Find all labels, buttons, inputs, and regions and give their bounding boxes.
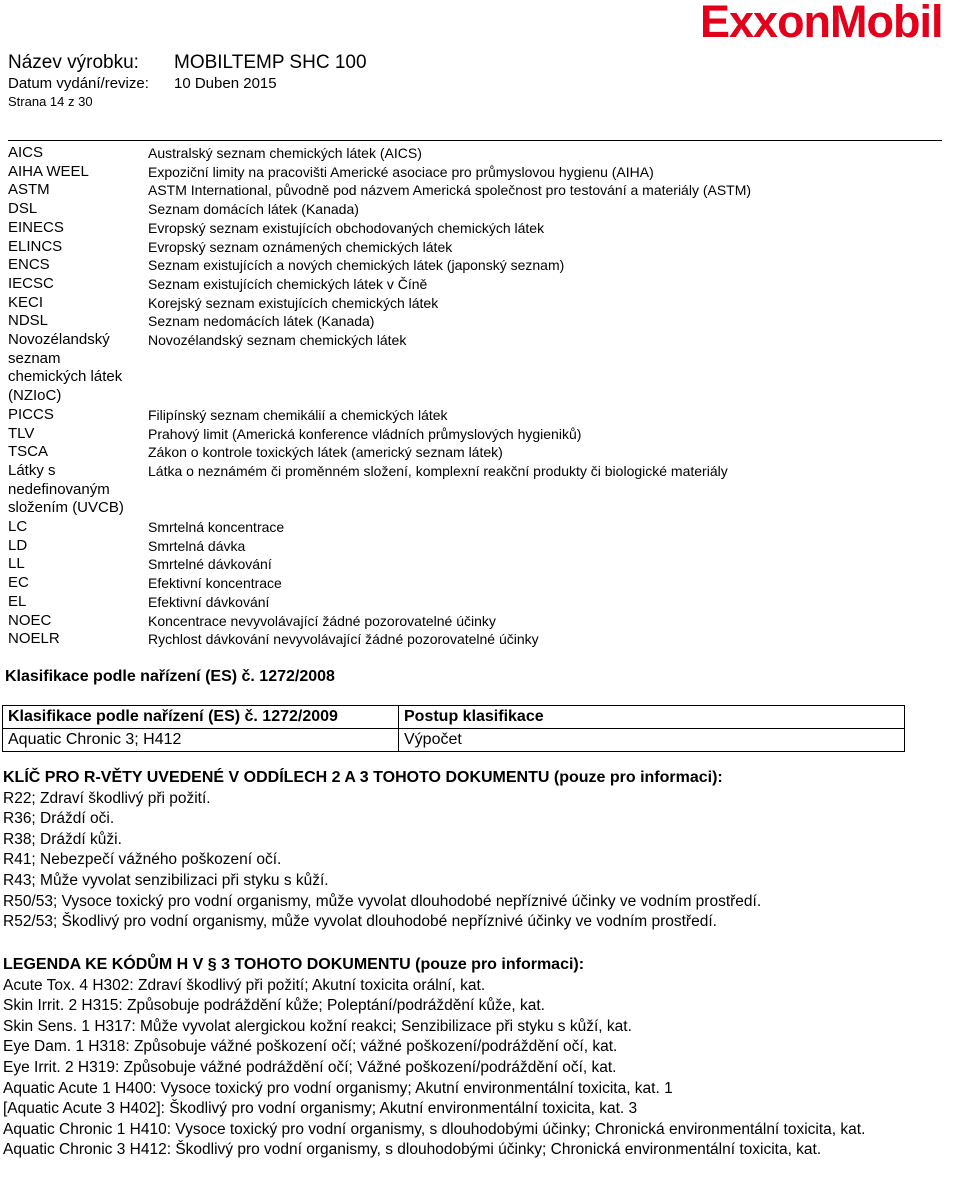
abbreviation-description <box>148 481 948 500</box>
revision-date-line <box>8 75 277 92</box>
h-code-item: Acute Tox. 4 H302: Zdraví škodlivý při požití; Akutní toxicita orální, kat. <box>3 976 486 994</box>
abbreviation-term: Látky s <box>8 461 56 479</box>
abbreviation-term: EC <box>8 574 29 592</box>
abbreviation-description: Smrtelná dávka <box>148 537 246 554</box>
list-item <box>8 368 948 387</box>
abbreviation-description: Evropský seznam existujících obchodovaných chemických látek <box>148 219 545 236</box>
r-phrase-item: R38; Dráždí kůži. <box>3 830 122 848</box>
abbreviation-description: Filipínský seznam chemikálií a chemických látek <box>148 406 448 423</box>
abbreviation-term: NDSL <box>8 312 49 330</box>
table-header-classification: Klasifikace podle nařízení (ES) č. 1272/2009 <box>3 706 399 729</box>
list-item <box>8 537 948 556</box>
abbreviation-term: TLV <box>8 424 35 442</box>
list-item <box>8 406 948 425</box>
page-number: Strana 14 z 30 <box>8 94 93 109</box>
abbreviation-term: PICCS <box>8 405 54 423</box>
abbreviation-term: LC <box>8 518 28 536</box>
abbreviation-term: Novozélandský <box>8 331 110 349</box>
table-cell-classification: Aquatic Chronic 3; H412 <box>3 729 399 752</box>
abbreviation-term: nedefinovaným <box>8 480 110 498</box>
abbreviation-description: Australský seznam chemických látek (AICS) <box>148 145 422 161</box>
list-item <box>8 630 948 649</box>
h-code-item: Skin Sens. 1 H317: Může vyvolat alergickou kožní reakci; Senzibilizace při styku s kůží, kat. <box>3 1017 632 1035</box>
date-label: Datum vydání/revize: <box>8 75 149 92</box>
abbreviations-list <box>8 144 948 649</box>
h-codes-title: LEGENDA KE KÓDŮM H V § 3 TOHOTO DOKUMENTU (pouze pro informaci): <box>3 956 585 973</box>
abbreviation-description: Koncentrace nevyvolávající žádné pozorovatelné účinky <box>148 612 496 629</box>
table-header-procedure: Postup klasifikace <box>399 706 905 729</box>
abbreviation-description: Rychlost dávkování nevyvolávající žádné pozorovatelné účinky <box>148 631 539 648</box>
abbreviation-description: Zákon o kontrole toxických látek (americký seznam látek) <box>148 444 503 461</box>
list-item <box>8 350 948 369</box>
abbreviation-description <box>148 350 948 369</box>
abbreviation-term: ASTM <box>8 181 50 199</box>
abbreviation-description: Seznam existujících a nových chemických látek (japonský seznam) <box>148 257 565 274</box>
list-item <box>8 499 948 518</box>
h-codes-section <box>3 955 958 1161</box>
list-item <box>8 462 948 481</box>
header-divider <box>8 140 942 141</box>
h-code-item: Eye Irrit. 2 H319: Způsobuje vážné podráždění očí; Vážné poškození/podráždění očí, kat. <box>3 1058 617 1076</box>
abbreviation-description: Efektivní dávkování <box>148 593 270 610</box>
abbreviation-term: chemických látek <box>8 368 123 386</box>
abbreviation-term: ENCS <box>8 256 50 274</box>
abbreviation-term: TSCA <box>8 443 49 461</box>
list-item <box>8 163 948 182</box>
list-item <box>8 294 948 313</box>
abbreviation-term: IECSC <box>8 274 54 292</box>
abbreviation-description <box>148 368 948 387</box>
abbreviation-term: ELINCS <box>8 237 63 255</box>
r-phrases-section <box>3 768 953 933</box>
r-phrase-item: R43; Může vyvolat senzibilizaci při styku s kůží. <box>3 871 329 889</box>
r-phrase-item: R41; Nebezpečí vážného poškození očí. <box>3 851 282 869</box>
abbreviation-description: Látka o neznámém či proměnném složení, komplexní reakční produkty či biologické materiály <box>148 462 728 479</box>
abbreviation-term: AIHA WEEL <box>8 162 89 180</box>
abbreviation-description: Novozélandský seznam chemických látek <box>148 332 407 349</box>
product-name-line <box>8 52 367 74</box>
h-code-item: [Aquatic Acute 3 H402]: Škodlivý pro vodní organismy; Akutní environmentální toxicita, kat. 3 <box>3 1100 638 1118</box>
abbreviation-term: LD <box>8 536 28 554</box>
abbreviation-term: AICS <box>8 144 44 161</box>
product-name: MOBILTEMP SHC 100 <box>174 52 367 73</box>
abbreviation-description <box>148 387 948 406</box>
list-item <box>8 518 948 537</box>
table-row <box>3 706 905 729</box>
abbreviation-description: Smrtelné dávkování <box>148 556 272 573</box>
list-item <box>8 200 948 219</box>
r-phrase-item: R50/53; Vysoce toxický pro vodní organismy, může vyvolat dlouhodobé nepříznivé účinky ve vodním prostředí. <box>3 892 762 910</box>
list-item <box>8 443 948 462</box>
abbreviation-term: složením (UVCB) <box>8 499 124 517</box>
list-item <box>8 275 948 294</box>
h-code-item: Aquatic Acute 1 H400: Vysoce toxický pro vodní organismy; Akutní environmentální toxicita, kat. 1 <box>3 1079 673 1097</box>
date-value: 10 Duben 2015 <box>174 75 277 92</box>
abbreviation-description: Seznam domácích látek (Kanada) <box>148 201 359 218</box>
abbreviation-description: Korejský seznam existujících chemických látek <box>148 294 439 311</box>
table-cell-procedure: Výpočet <box>399 729 905 752</box>
abbreviation-term: NOEC <box>8 611 52 629</box>
abbreviation-description: Evropský seznam oznámených chemických látek <box>148 238 453 255</box>
list-item <box>8 181 948 200</box>
h-code-item: Aquatic Chronic 1 H410: Vysoce toxický pro vodní organismy, s dlouhodobými účinky; Chronická environmentální toxicita, kat. <box>3 1120 866 1138</box>
classification-table <box>2 705 905 752</box>
abbreviation-term: EL <box>8 592 27 610</box>
list-item <box>8 312 948 331</box>
list-item <box>8 256 948 275</box>
list-item <box>8 425 948 444</box>
r-phrase-item: R22; Zdraví škodlivý při požití. <box>3 789 211 807</box>
abbreviation-description: Seznam nedomácích látek (Kanada) <box>148 313 375 330</box>
classification-heading: Klasifikace podle nařízení (ES) č. 1272/2008 <box>5 668 335 685</box>
abbreviation-description: Prahový limit (Americká konference vládních průmyslových hygieniků) <box>148 425 582 442</box>
abbreviation-term: KECI <box>8 293 44 311</box>
list-item <box>8 574 948 593</box>
list-item <box>8 387 948 406</box>
h-code-item: Aquatic Chronic 3 H412: Škodlivý pro vodní organismy, s dlouhodobými účinky; Chronická environmentální toxicita, kat. <box>3 1141 822 1159</box>
abbreviation-description: Smrtelná koncentrace <box>148 519 285 536</box>
list-item <box>8 555 948 574</box>
abbreviation-description <box>148 499 948 518</box>
list-item <box>8 219 948 238</box>
h-code-item: Eye Dam. 1 H318: Způsobuje vážné poškození očí; vážné poškození/podráždění očí, kat. <box>3 1038 618 1056</box>
r-phrases-title: KLÍČ PRO R-VĚTY UVEDENÉ V ODDÍLECH 2 A 3 TOHOTO DOKUMENTU (pouze pro informaci): <box>3 769 723 786</box>
abbreviation-description: Seznam existujících chemických látek v Číně <box>148 275 428 292</box>
exxonmobil-logo: ExxonMobil <box>700 0 943 47</box>
list-item <box>8 238 948 257</box>
abbreviation-term: DSL <box>8 200 38 218</box>
list-item <box>8 612 948 631</box>
list-item <box>8 144 948 163</box>
list-item <box>8 331 948 350</box>
table-row <box>3 729 905 752</box>
abbreviation-term: (NZIoC) <box>8 387 62 405</box>
abbreviation-term: EINECS <box>8 218 64 236</box>
abbreviation-term: NOELR <box>8 630 60 648</box>
abbreviation-term: LL <box>8 555 25 573</box>
abbreviation-term: seznam <box>8 349 61 367</box>
list-item <box>8 481 948 500</box>
product-label: Název výrobku: <box>8 52 139 73</box>
r-phrase-item: R52/53; Škodlivý pro vodní organismy, může vyvolat dlouhodobé nepříznivé účinky ve vodním prostředí. <box>3 913 717 931</box>
abbreviation-description: ASTM International, původně pod názvem Americká společnost pro testování a materiály (ASTM) <box>148 182 752 199</box>
h-code-item: Skin Irrit. 2 H315: Způsobuje podráždění kůže; Poleptání/podráždění kůže, kat. <box>3 997 545 1015</box>
abbreviation-description: Expoziční limity na pracovišti Americké asociace pro průmyslovou hygienu (AIHA) <box>148 163 654 180</box>
list-item <box>8 593 948 612</box>
abbreviation-description: Efektivní koncentrace <box>148 575 282 592</box>
r-phrase-item: R36; Dráždí oči. <box>3 810 115 828</box>
